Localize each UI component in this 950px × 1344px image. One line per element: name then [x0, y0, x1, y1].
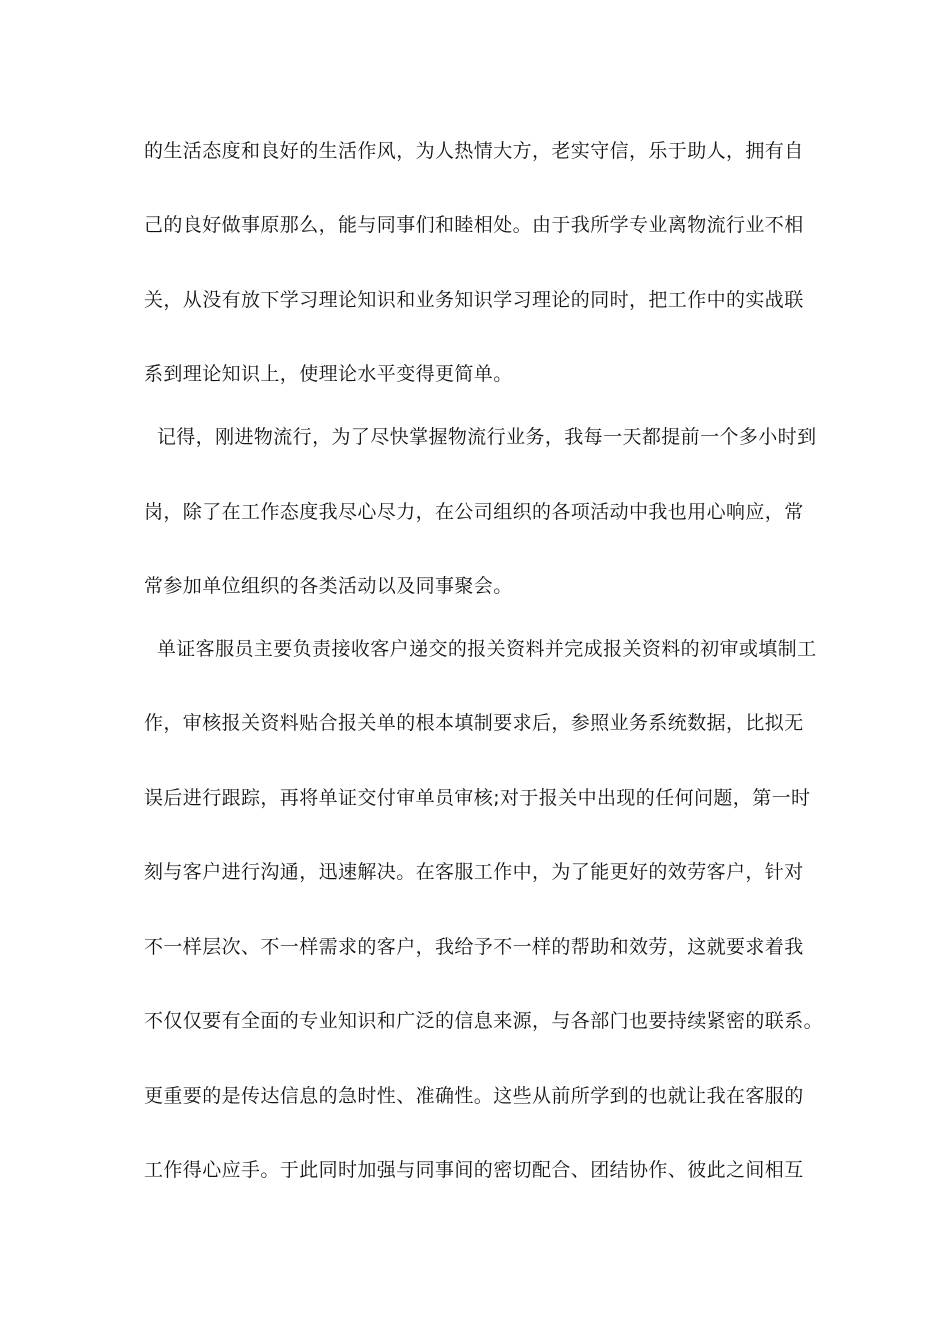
text-line: 关，从没有放下学习理论知识和业务知识学习理论的同时，把工作中的实战联 — [144, 289, 804, 311]
text-line: 系到理论知识上，使理论水平变得更简单。 — [144, 363, 513, 385]
text-line: 不一样层次、不一样需求的客户，我给予不一样的帮助和效劳，这就要求着我 — [144, 936, 804, 958]
text-line: 的生活态度和良好的生活作风，为人热情大方，老实守信，乐于助人，拥有自 — [144, 140, 804, 162]
text-line: 常参加单位组织的各类活动以及同事聚会。 — [144, 575, 513, 597]
text-line: 作，审核报关资料贴合报关单的根本填制要求后，参照业务系统数据，比拟无 — [144, 712, 804, 734]
text-line: 不仅仅要有全面的专业知识和广泛的信息来源，与各部门也要持续紧密的联系。 — [144, 1010, 824, 1032]
text-line: 岗，除了在工作态度我尽心尽力，在公司组织的各项活动中我也用心响应，常 — [144, 501, 804, 523]
text-line: 工作得心应手。于此同时加强与同事间的密切配合、团结协作、彼此之间相互 — [144, 1159, 804, 1181]
text-line: 刻与客户进行沟通，迅速解决。在客服工作中，为了能更好的效劳客户，针对 — [144, 861, 804, 883]
text-line: 误后进行跟踪，再将单证交付审单员审核;对于报关中出现的任何问题，第一时 — [144, 787, 811, 809]
text-line: 己的良好做事原那么，能与同事们和睦相处。由于我所学专业离物流行业不相 — [144, 214, 804, 236]
text-line: 单证客服员主要负责接收客户递交的报关资料并完成报关资料的初审或填制工 — [144, 638, 817, 660]
text-line: 更重要的是传达信息的急时性、准确性。这些从前所学到的也就让我在客服的 — [144, 1085, 804, 1107]
text-line: 记得，刚进物流行，为了尽快掌握物流行业务，我每一天都提前一个多小时到 — [144, 426, 817, 448]
